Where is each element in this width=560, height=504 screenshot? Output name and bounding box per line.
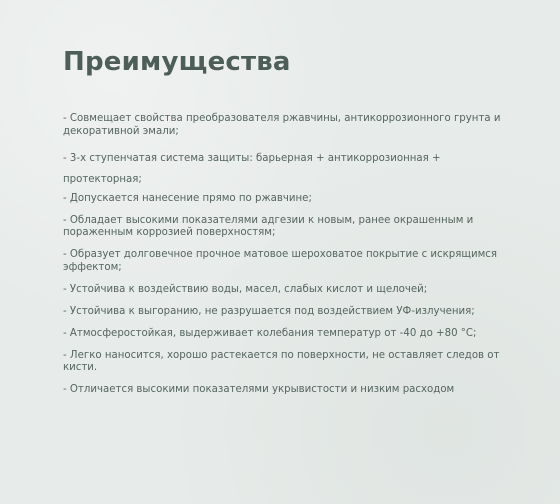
page-title: Преимущества: [63, 47, 291, 77]
list-item: - Отличается высокими показателями укрывистости и низким расходом: [63, 384, 455, 395]
list-item: - Обладает высокими показателями адгезии к новым, ранее окрашенным и пораженным коррозией поверхностям;: [63, 214, 474, 238]
list-item: - Допускается нанесение прямо по ржавчине;: [63, 192, 312, 204]
list-item: - Устойчива к воздействию воды, масел, слабых кислот и щелочей;: [63, 283, 428, 295]
list-item: - 3-х ступенчатая система защиты: барьерная + антикоррозионная + протекторная;: [63, 152, 441, 185]
advantages-list: [63, 113, 518, 406]
list-item: - Легко наносится, хорошо растекается по поверхности, не оставляет следов от кисти.: [63, 349, 500, 373]
list-item: - Атмосферостойкая, выдерживает колебания температур от -40 до +80 °С;: [63, 327, 477, 339]
list-item: - Устойчива к выгоранию, не разрушается под воздействием УФ-излучения;: [63, 305, 475, 317]
list-item: - Образует долговечное прочное матовое шероховатое покрытие с искрящимся эффектом;: [63, 249, 498, 273]
list-item: - Совмещает свойства преобразователя ржавчины, антикоррозионного грунта и декоративной эмали;: [63, 113, 501, 137]
